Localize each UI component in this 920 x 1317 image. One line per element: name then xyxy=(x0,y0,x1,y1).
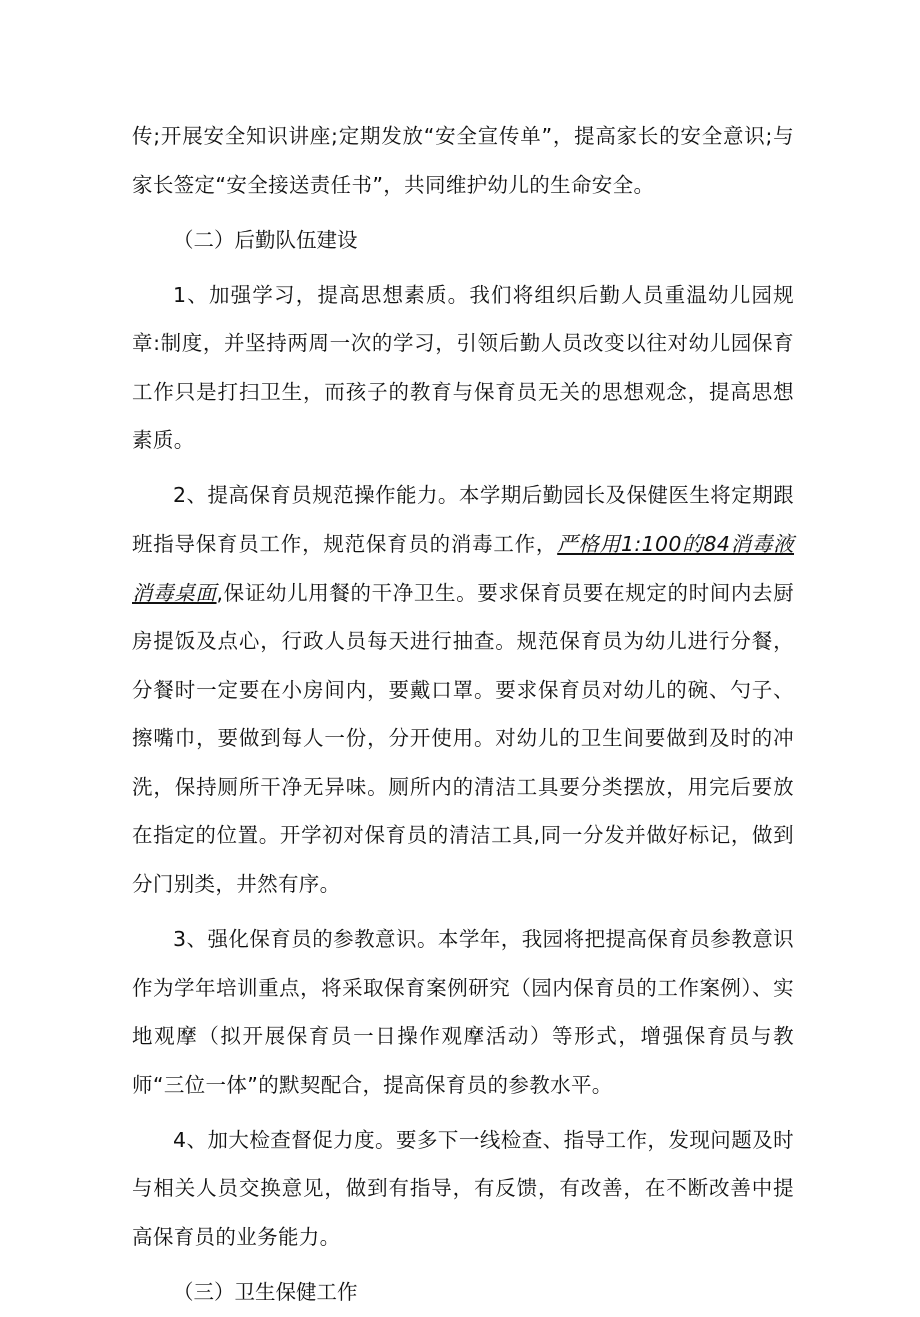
paragraph-1: 1、加强学习，提高思想素质。我们将组织后勤人员重温幼儿园规章:制度，并坚持两周一次的学习，引领后勤人员改变以往对幼儿园保育工作只是打扫卫生，而孩子的教育与保育员无关的思想观念，提高思想素质。 xyxy=(132,282,794,453)
section-heading-2: （二）后勤队伍建设 xyxy=(173,227,358,252)
intro-paragraph: 传;开展安全知识讲座;定期发放“安全宣传单”，提高家长的安全意识;与家长签定“安全接送责任书”，共同维护幼儿的生命安全。 xyxy=(132,124,794,197)
paragraph-3: 3、强化保育员的参教意识。本学年，我园将把提高保育员参教意识作为学年培训重点，将采取保育案例研究（园内保育员的工作案例）、实地观摩（拟开展保育员一日操作观摩活动）等形式，增强保育员与教师“三位一体”的默契配合，提高保育员的参教水平。 xyxy=(132,927,794,1097)
paragraph-2-text-start: 2、提高保育员规范操作能力。本学期后勤园长及保健医生将定期跟班指导保育员工作，规范保育员的消毒工作， xyxy=(132,483,794,556)
disinfection-emphasis: 严格用1:100的84消毒液消毒桌面 xyxy=(132,531,795,605)
section-heading-3: （三）卫生保健工作 xyxy=(173,1280,358,1304)
paragraph-4: 4、加大检查督促力度。要多下一线检查、指导工作，发现问题及时与相关人员交换意见，做到有指导，有反馈，有改善，在不断改善中提高保育员的业务能力。 xyxy=(132,1127,794,1250)
document-body xyxy=(132,112,794,1317)
paragraph-2-text-end: ,保证幼儿用餐的干净卫生。要求保育员要在规定的时间内去厨房提饭及点心，行政人员每天进行抽查。规范保育员为幼儿进行分餐，分餐时一定要在小房间内，要戴口罩。要求保育员对幼儿的碗、勺子、擦嘴巾，要做到每人一份，分开使用。对幼儿的卫生间要做到及时的冲洗，保持厕所干净无异味。厕所内的清洁工具要分类摆放，用完后要放在指定的位置。开学初对保育员的清洁工具,同一分发并做好标记，做到分门别类，井然有序。 xyxy=(132,580,794,897)
paragraph-2 xyxy=(132,471,794,908)
